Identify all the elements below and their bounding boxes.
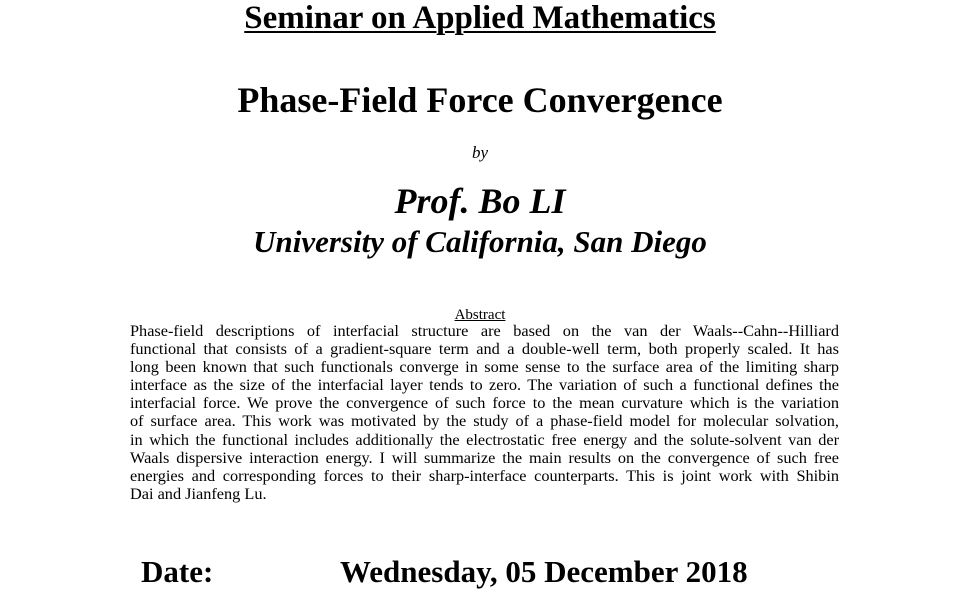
abstract-line: in which the functional includes additionally the electrostatic free energy and the solute-solvent van der xyxy=(130,429,839,449)
abstract-line: functional that consists of a gradient-square term and a double-well term, both properly scaled. It has xyxy=(130,339,839,359)
seminar-series-title-text: Seminar on Applied Mathematics xyxy=(244,0,716,36)
abstract-line: of surface area. This work was motivated by the study of a phase-field model for molecular solvation, xyxy=(130,411,839,431)
date-value: Wednesday, 05 December 2018 xyxy=(340,554,748,589)
abstract-line: Waals dispersive interaction energy. I will summarize the main results on the convergence of such free xyxy=(130,447,839,467)
speaker-affiliation: University of California, San Diego xyxy=(253,224,707,259)
seminar-series-title xyxy=(0,0,960,40)
talk-title: Phase-Field Force Convergence xyxy=(237,80,723,120)
abstract-line: interface as the size of the interfacial layer tends to zero. The variation of such a functional defines the xyxy=(130,375,839,395)
abstract-body xyxy=(130,322,839,503)
abstract-line: energies and corresponding forces to their sharp-interface counterparts. This is joint work with Shibin xyxy=(130,465,839,485)
abstract-heading-text: Abstract xyxy=(454,307,506,323)
abstract-line: Dai and Jianfeng Lu. xyxy=(130,483,267,503)
abstract-line: interfacial force. We prove the convergence of such force to the mean curvature which is the variation xyxy=(130,393,839,413)
abstract-line: Phase-field descriptions of interfacial structure are based on the van der Waals--Cahn--Hilliard xyxy=(130,321,839,340)
speaker-name: Prof. Bo LI xyxy=(394,181,566,221)
date-label: Date: xyxy=(141,554,214,589)
abstract-line: long been known that such functionals converge in some sense to the surface area of the limiting sharp xyxy=(130,357,839,377)
by-label: by xyxy=(471,143,489,162)
